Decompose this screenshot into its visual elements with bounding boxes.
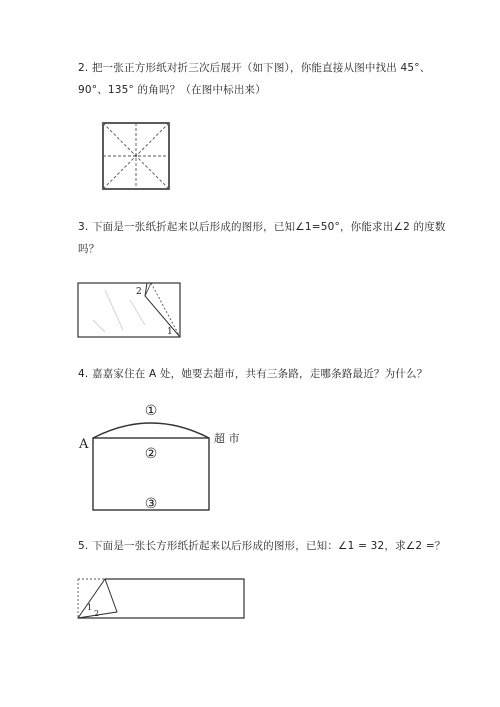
route-1-label: ①: [144, 403, 158, 419]
question-2-line-2: 90°、135° 的角吗？（在图中标出来）: [78, 84, 266, 96]
routes-figure: [76, 398, 256, 520]
point-a-label: A: [79, 437, 89, 452]
question-2-line-1: 2. 把一张正方形纸对折三次后展开（如下图），你能直接从图中找出 45°、: [78, 62, 431, 74]
question-2-text: [78, 57, 478, 101]
angle-2-label: 2: [136, 287, 142, 297]
angle-1-label: 1: [87, 603, 93, 612]
question-4-text: [78, 363, 478, 385]
question-4-line-1: 4. 嘉嘉家住在 A 处，她要去超市，共有三条路，走哪条路最近？为什么？: [78, 368, 428, 380]
question-3-text: [78, 216, 478, 260]
folded-square-figure: [100, 120, 172, 192]
question-3-line-2: 吗？: [78, 243, 100, 255]
folded-rectangle-figure: [75, 576, 247, 622]
route-2-label: ②: [144, 446, 158, 462]
route-3-label: ③: [144, 496, 158, 512]
question-3-line-1: 3. 下面是一张纸折起来以后形成的图形，已知∠1=50°，你能求出∠2 的度数: [78, 221, 446, 233]
angle-2-label: 2: [94, 609, 100, 618]
angle-1-label: 1: [167, 327, 173, 337]
market-label: 超 市: [214, 432, 240, 445]
folded-paper-figure: [75, 280, 185, 342]
question-5-line-1: 5. 下面是一张长方形纸折起来以后形成的图形，已知：∠1 = 32，求∠2 =？: [78, 540, 446, 552]
question-5-text: [78, 535, 478, 557]
